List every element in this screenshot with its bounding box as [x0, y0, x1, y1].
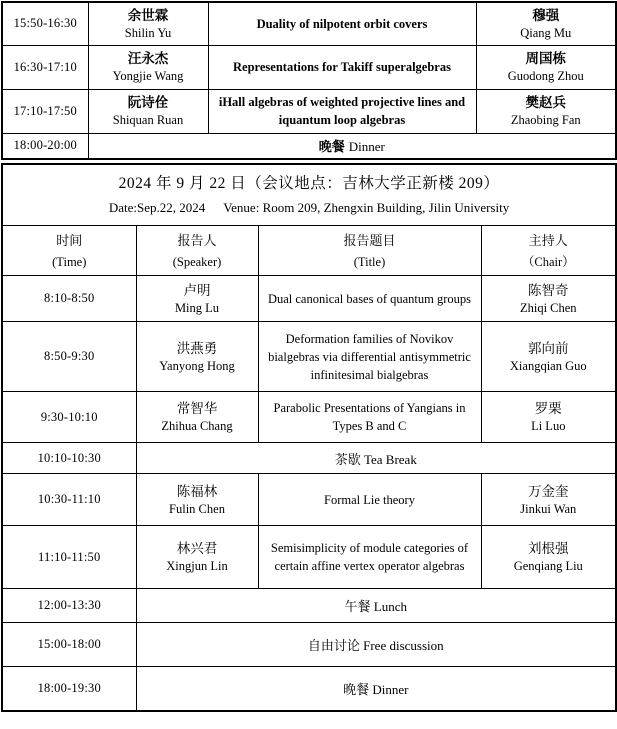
table-row	[2, 526, 616, 589]
chair-name-en: Zhaobing Fan	[510, 113, 581, 127]
col-header-speaker	[136, 226, 258, 276]
col-header-speaker-en: (Speaker)	[172, 254, 222, 269]
speaker-name-en: Zhihua Chang	[161, 419, 233, 433]
chair-name-cn: 罗栗	[534, 401, 562, 416]
speaker-name-cn: 洪燕勇	[176, 340, 218, 356]
speaker-name-en: Yongjie Wang	[112, 69, 184, 83]
day-subtitle	[7, 197, 611, 219]
chair-name-en: Guodong Zhou	[507, 69, 584, 83]
table-row	[2, 45, 616, 89]
speaker-name-en: Yanyong Hong	[159, 358, 235, 373]
col-header-speaker-cn: 报告人	[177, 232, 217, 248]
table-row	[2, 164, 616, 226]
table-row	[2, 133, 616, 159]
table-row	[2, 276, 616, 322]
chair-name-cn: 穆强	[532, 7, 560, 23]
chair-cell	[476, 45, 616, 89]
meal-label-en: Dinner	[348, 138, 385, 154]
meal-cell	[88, 133, 616, 159]
venue-label: Venue: Room 209, Zhengxin Building, Jilin University	[223, 200, 510, 216]
col-header-title	[258, 226, 481, 276]
chair-cell	[481, 474, 616, 526]
time-cell: 9:30-10:10	[2, 392, 136, 443]
col-header-chair-en: （Chair）	[521, 254, 575, 269]
speaker-cell	[136, 526, 258, 589]
meal-label-cn: 自由讨论	[307, 638, 360, 653]
meal-cell	[136, 667, 616, 711]
chair-name-cn: 刘根强	[528, 541, 569, 556]
speaker-name-en: Fulin Chen	[169, 501, 225, 516]
speaker-cell	[88, 45, 208, 89]
table-row	[2, 589, 616, 623]
time-cell: 15:50-16:30	[2, 2, 88, 45]
speaker-name-en: Xingjun Lin	[166, 559, 228, 573]
col-header-chair-cn: 主持人	[528, 232, 568, 248]
speaker-cell	[136, 322, 258, 392]
meal-label-en: Tea Break	[363, 451, 417, 467]
time-cell: 18:00-20:00	[2, 133, 88, 159]
meal-label-en: Lunch	[373, 599, 407, 614]
talk-title-cell: Parabolic Presentations of Yangians in Types B and C	[258, 392, 481, 443]
speaker-name-cn: 陈福林	[176, 483, 218, 499]
speaker-cell	[136, 392, 258, 443]
table-row	[2, 322, 616, 392]
time-cell: 10:30-11:10	[2, 474, 136, 526]
chair-name-en: Genqiang Liu	[513, 559, 583, 573]
chair-cell	[481, 276, 616, 322]
speaker-cell	[136, 276, 258, 322]
meal-label-en: Dinner	[372, 681, 409, 697]
afternoon-session-table	[1, 1, 617, 160]
chair-name-en: Li Luo	[531, 419, 566, 433]
day-title: 2024 年 9 月 22 日（会议地点：吉林大学正新楼 209）	[118, 175, 500, 193]
talk-title-cell: iHall algebras of weighted projective lines and iquantum loop algebras	[208, 89, 476, 133]
table-row	[2, 443, 616, 474]
meal-label-cn: 茶歇	[334, 451, 361, 467]
talk-title-cell: Duality of nilpotent orbit covers	[208, 2, 476, 45]
col-header-time-en: (Time)	[52, 254, 87, 269]
chair-cell	[481, 392, 616, 443]
col-header-title-en: (Title)	[353, 254, 386, 269]
day-header-cell	[2, 164, 616, 226]
time-cell: 12:00-13:30	[2, 589, 136, 623]
meal-label-cn: 午餐	[344, 599, 371, 614]
chair-cell	[481, 322, 616, 392]
col-header-chair	[481, 226, 616, 276]
chair-name-cn: 郭向前	[528, 340, 569, 356]
time-cell: 16:30-17:10	[2, 45, 88, 89]
chair-cell	[476, 89, 616, 133]
col-header-time-cn: 时间	[56, 232, 83, 248]
time-cell: 15:00-18:00	[2, 623, 136, 667]
speaker-name-cn: 余世霖	[127, 7, 169, 23]
speaker-name-cn: 林兴君	[176, 541, 218, 556]
meal-cell	[136, 443, 616, 474]
table-row	[2, 2, 616, 45]
speaker-cell	[136, 474, 258, 526]
chair-name-cn: 周国栋	[525, 51, 566, 66]
col-header-title-cn: 报告题目	[343, 232, 396, 248]
talk-title-cell: Dual canonical bases of quantum groups	[258, 276, 481, 322]
time-cell: 17:10-17:50	[2, 89, 88, 133]
talk-title-cell: Representations for Takiff superalgebras	[208, 45, 476, 89]
speaker-name-cn: 卢明	[183, 282, 211, 298]
chair-name-en: Zhiqi Chen	[519, 300, 577, 315]
date-label: Date:Sep.22, 2024	[108, 200, 206, 216]
speaker-name-en: Shilin Yu	[124, 25, 172, 40]
table-row	[2, 89, 616, 133]
speaker-name-cn: 汪永杰	[127, 51, 169, 66]
chair-name-en: Xiangqian Guo	[509, 358, 587, 373]
chair-name-en: Qiang Mu	[520, 25, 572, 40]
speaker-name-en: Ming Lu	[174, 300, 220, 315]
time-cell: 10:10-10:30	[2, 443, 136, 474]
meal-label-cn: 晚餐	[343, 681, 370, 697]
chair-name-cn: 陈智奇	[528, 282, 569, 298]
table-row	[2, 623, 616, 667]
chair-name-cn: 樊赵兵	[525, 95, 566, 110]
meal-cell	[136, 589, 616, 623]
chair-name-en: Jinkui Wan	[520, 501, 577, 516]
speaker-cell	[88, 89, 208, 133]
table-row	[2, 392, 616, 443]
meal-label-en: Free discussion	[363, 638, 444, 653]
time-cell: 8:50-9:30	[2, 322, 136, 392]
speaker-name-en: Shiquan Ruan	[112, 113, 184, 127]
talk-title-cell: Deformation families of Novikov bialgebras via differential antisymmetric infinitesimal bialgebras	[258, 322, 481, 392]
talk-title-cell: Semisimplicity of module categories of certain affine vertex operator algebras	[258, 526, 481, 589]
time-cell: 11:10-11:50	[2, 526, 136, 589]
chair-cell	[476, 2, 616, 45]
meal-cell	[136, 623, 616, 667]
col-header-time	[2, 226, 136, 276]
day2-program-table	[1, 163, 617, 712]
speaker-cell	[88, 2, 208, 45]
column-header-row	[2, 226, 616, 276]
speaker-name-cn: 阮诗佺	[127, 95, 169, 110]
talk-title-cell: Formal Lie theory	[258, 474, 481, 526]
time-cell: 8:10-8:50	[2, 276, 136, 322]
time-cell: 18:00-19:30	[2, 667, 136, 711]
chair-cell	[481, 526, 616, 589]
table-row	[2, 667, 616, 711]
chair-name-cn: 万金奎	[528, 483, 569, 499]
speaker-name-cn: 常智华	[176, 401, 218, 416]
table-row	[2, 474, 616, 526]
meal-label-cn: 晚餐	[318, 138, 345, 154]
